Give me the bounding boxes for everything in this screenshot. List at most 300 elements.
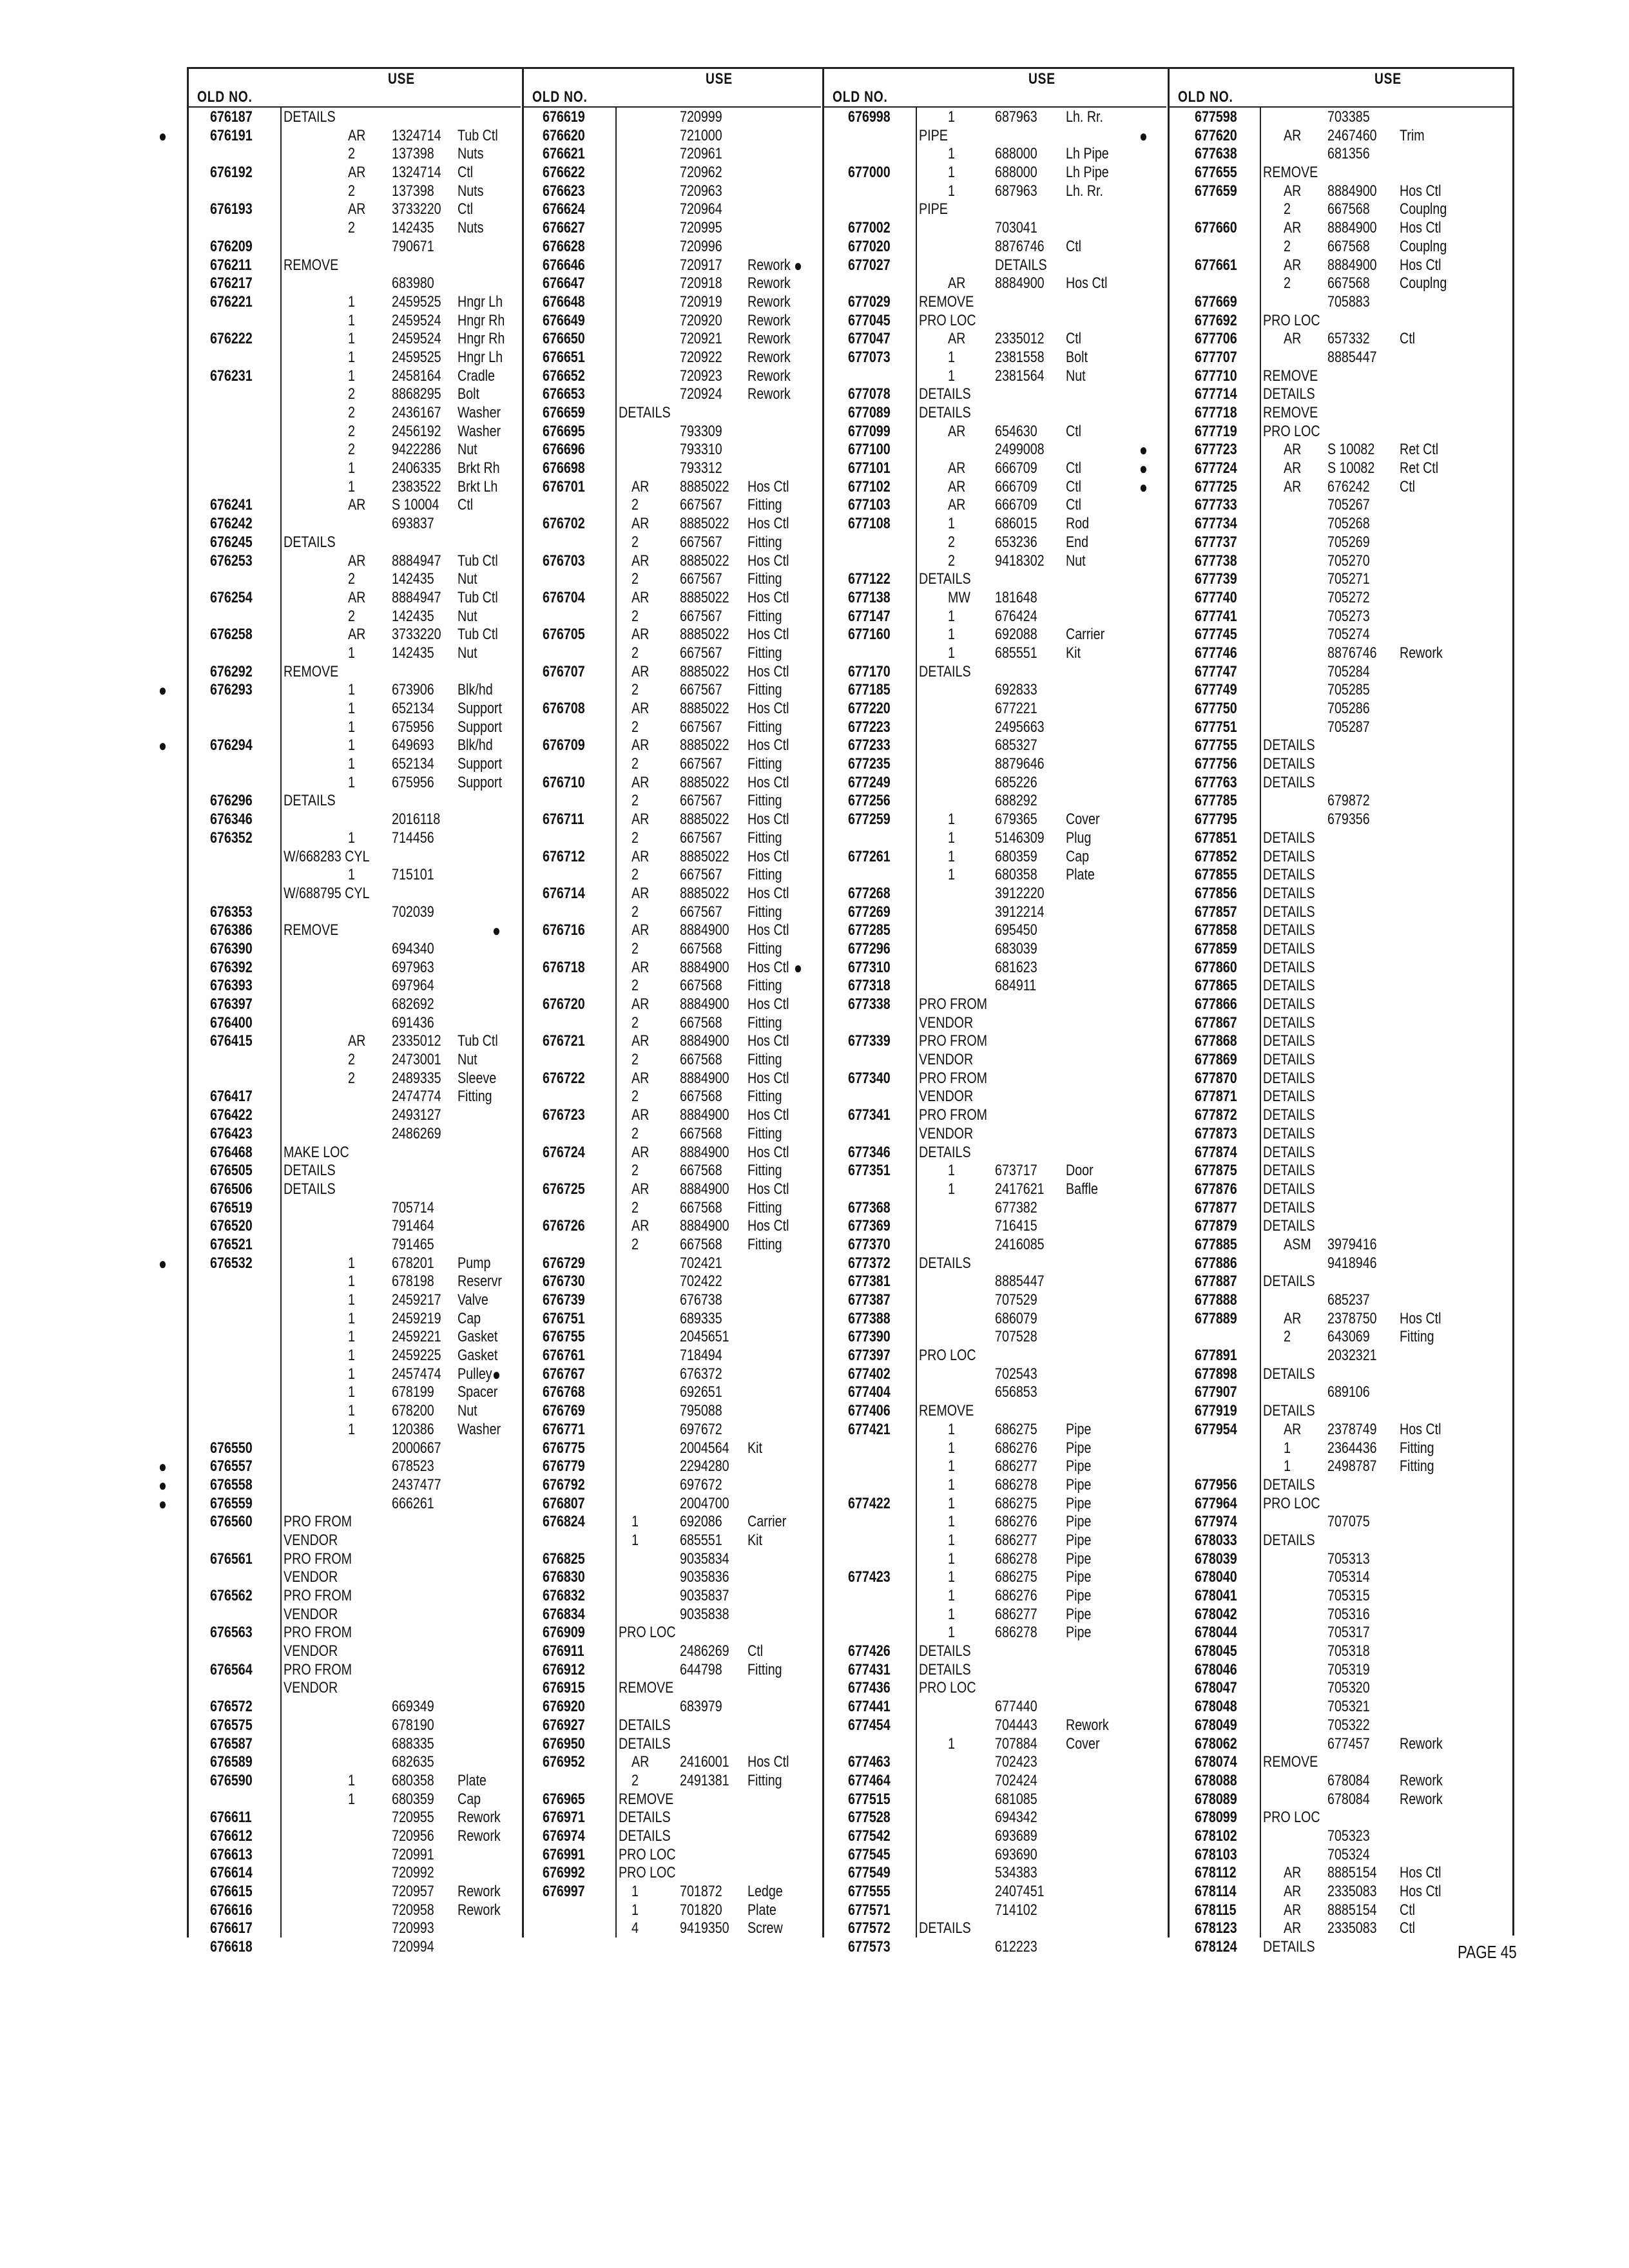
- quantity: AR: [631, 811, 650, 829]
- part-description: Baffle: [1066, 1180, 1098, 1198]
- part-description: Fitting: [747, 681, 782, 699]
- part-description: Hos Ctl: [747, 958, 789, 976]
- table-row: [1168, 940, 1514, 959]
- part-number: 720917: [680, 256, 722, 274]
- part-number: 720920: [680, 311, 722, 329]
- part-description: Cap: [1066, 847, 1090, 865]
- old-number: 677351: [848, 1162, 891, 1180]
- part-number: 686278: [995, 1550, 1037, 1568]
- part-description: Nuts: [458, 182, 484, 200]
- table-row: [1168, 570, 1514, 589]
- table-row: [187, 1051, 521, 1070]
- part-number: 667567: [680, 903, 722, 921]
- part-number: 2381558: [995, 348, 1045, 366]
- old-number: 676217: [210, 274, 253, 293]
- table-row: [187, 1383, 521, 1402]
- use-instruction: DETAILS: [619, 1716, 671, 1734]
- old-number: 676707: [543, 662, 585, 680]
- part-description: Hos Ctl: [747, 1753, 789, 1771]
- old-number: 677874: [1195, 1143, 1237, 1161]
- table-row: [822, 755, 1166, 774]
- table-row: [1168, 496, 1514, 515]
- old-number: 677756: [1195, 755, 1237, 773]
- table-row: [822, 977, 1166, 995]
- part-number: 2381564: [995, 367, 1045, 385]
- old-number: 677147: [848, 607, 891, 625]
- part-description: Tub Ctl: [458, 626, 498, 644]
- old-number: 677733: [1195, 496, 1237, 514]
- header-rule: [187, 106, 521, 108]
- table-row: [187, 256, 521, 275]
- table-row: [1168, 293, 1514, 312]
- old-number: 676648: [543, 293, 585, 311]
- quantity: AR: [1284, 1919, 1302, 1937]
- table-row: [794, 957, 1166, 977]
- part-description: Carrier: [747, 1513, 787, 1531]
- quantity: 1: [348, 367, 355, 385]
- part-number: 697964: [392, 977, 434, 995]
- table-row: [1168, 921, 1514, 940]
- use-instruction: DETAILS: [1263, 1162, 1315, 1180]
- part-number: 795088: [680, 1402, 722, 1420]
- use-instruction: DETAILS: [1263, 921, 1315, 939]
- table-row: [1168, 885, 1514, 903]
- table-row: [492, 921, 821, 941]
- part-description: Hos Ctl: [747, 588, 789, 606]
- part-number: 676372: [680, 1365, 722, 1383]
- quantity: 1: [348, 866, 355, 884]
- part-number: 693690: [995, 1845, 1037, 1863]
- part-description: Ctl: [1400, 330, 1416, 348]
- table-row: [1168, 367, 1514, 386]
- part-description: Rework: [1400, 1790, 1443, 1808]
- table-row: [187, 1180, 521, 1199]
- table-row: [522, 1088, 821, 1106]
- part-number: 142435: [392, 644, 434, 662]
- part-number: 2294280: [680, 1457, 729, 1475]
- table-row: [822, 736, 1166, 755]
- old-number: 677170: [848, 662, 891, 680]
- use-instruction: DETAILS: [919, 1642, 971, 1660]
- part-description: Fitting: [747, 718, 782, 736]
- part-number: 705318: [1327, 1642, 1370, 1660]
- quantity: 1: [948, 348, 955, 366]
- old-number: 676991: [543, 1845, 585, 1863]
- part-description: Ctl: [1066, 459, 1082, 477]
- old-number: 677089: [848, 404, 891, 421]
- table-row: [187, 496, 521, 515]
- part-number: 2459219: [392, 1309, 441, 1327]
- part-number: 703041: [995, 219, 1037, 237]
- quantity: 2: [1284, 237, 1291, 255]
- table-row: [822, 404, 1166, 423]
- part-number: 9035834: [680, 1550, 729, 1568]
- part-description: End: [1066, 533, 1089, 551]
- table-row: [1168, 1144, 1514, 1162]
- quantity: AR: [631, 1217, 650, 1235]
- table-row: [187, 755, 521, 774]
- part-description: Plate: [747, 1901, 776, 1919]
- part-number: 667568: [680, 1162, 722, 1180]
- old-number: 677426: [848, 1642, 891, 1660]
- use-header: USE: [705, 70, 733, 88]
- quantity: 2: [631, 1198, 639, 1216]
- table-row: [522, 681, 821, 700]
- table-row: [187, 903, 521, 922]
- part-number: 9035837: [680, 1587, 729, 1604]
- part-description: Lh. Rr.: [1066, 182, 1103, 200]
- part-description: Hos Ctl: [747, 1069, 789, 1087]
- old-number: 677441: [848, 1698, 891, 1716]
- old-number: 676650: [543, 330, 585, 348]
- old-number: 676974: [543, 1827, 585, 1845]
- quantity: 1: [348, 293, 355, 311]
- table-row: [1168, 1827, 1514, 1846]
- part-number: 676738: [680, 1291, 722, 1309]
- old-number: 676628: [543, 237, 585, 255]
- part-number: 686276: [995, 1513, 1037, 1531]
- table-row: [822, 1347, 1166, 1365]
- old-number: 676562: [210, 1587, 253, 1604]
- table-row: [1139, 477, 1514, 497]
- bullet-marker: ●: [159, 1253, 167, 1273]
- table-row: [187, 164, 521, 182]
- part-number: 678190: [392, 1716, 434, 1734]
- use-instruction: MAKE LOC: [284, 1143, 349, 1161]
- old-number: 677867: [1195, 1014, 1237, 1032]
- part-number: 705272: [1327, 588, 1370, 606]
- part-number: 705324: [1327, 1845, 1370, 1863]
- old-number: 677724: [1195, 459, 1237, 477]
- old-number: 677737: [1195, 533, 1237, 551]
- table-row: [522, 1199, 821, 1218]
- part-number: 667567: [680, 533, 722, 551]
- use-instruction: PRO LOC: [1263, 1809, 1320, 1827]
- table-row: [794, 255, 1166, 275]
- part-description: Fitting: [747, 1162, 782, 1180]
- part-description: Hos Ctl: [747, 1106, 789, 1124]
- part-number: 678199: [392, 1383, 434, 1401]
- table-row: [1168, 626, 1514, 644]
- old-number: 677956: [1195, 1475, 1237, 1494]
- part-description: Blk/hd: [458, 681, 493, 699]
- part-number: 2493127: [392, 1106, 441, 1124]
- table-row: [822, 1919, 1166, 1938]
- table-row: [522, 718, 821, 737]
- table-row: [1168, 1421, 1514, 1439]
- quantity: 2: [348, 1051, 355, 1069]
- part-number: 693689: [995, 1827, 1037, 1845]
- use-instruction: REMOVE: [1263, 164, 1318, 182]
- part-description: Fitting: [458, 1088, 492, 1106]
- table-row: [822, 367, 1166, 386]
- old-number: 676709: [543, 736, 585, 754]
- use-instruction: DETAILS: [1263, 1217, 1315, 1235]
- part-number: 714102: [995, 1901, 1037, 1919]
- use-instruction: DETAILS: [1263, 977, 1315, 995]
- part-number: 666261: [392, 1494, 434, 1512]
- table-row: [522, 274, 821, 293]
- part-description: Pipe: [1066, 1605, 1092, 1623]
- quantity: 1: [948, 108, 955, 126]
- table-row: [822, 663, 1166, 682]
- part-number: 5146309: [995, 829, 1045, 847]
- quantity: AR: [948, 459, 966, 477]
- part-number: 688335: [392, 1735, 434, 1753]
- old-number: 676834: [543, 1605, 585, 1623]
- old-number: 677436: [848, 1679, 891, 1697]
- table-row: [1168, 1347, 1514, 1365]
- old-number: 676561: [210, 1550, 253, 1568]
- table-row: [822, 441, 1166, 459]
- part-description: Ledge: [747, 1883, 783, 1900]
- part-number: 705269: [1327, 533, 1370, 551]
- use-instruction: DETAILS: [1263, 385, 1315, 403]
- part-description: Cap: [458, 1790, 481, 1808]
- part-number: 793310: [680, 441, 722, 459]
- part-number: 2486269: [680, 1642, 729, 1660]
- table-row: [822, 1550, 1166, 1569]
- table-row: [187, 1809, 521, 1827]
- part-description: Ctl: [1400, 1919, 1416, 1937]
- old-number: 676557: [210, 1457, 253, 1475]
- old-number: 676520: [210, 1217, 253, 1235]
- part-number: 720955: [392, 1809, 434, 1827]
- quantity: 2: [348, 422, 355, 440]
- part-number: 8884900: [680, 1180, 729, 1198]
- table-row: [187, 1606, 521, 1624]
- part-number: 691436: [392, 1014, 434, 1032]
- old-number: 676468: [210, 1143, 253, 1161]
- table-row: [522, 1421, 821, 1439]
- part-number: 2473001: [392, 1051, 441, 1069]
- old-number: 676558: [210, 1475, 253, 1494]
- old-number: 677855: [1195, 866, 1237, 884]
- table-row: [822, 1606, 1166, 1624]
- old-number: 676254: [210, 588, 253, 606]
- old-number: 676710: [543, 773, 585, 791]
- bullet-marker: ●: [1139, 477, 1148, 497]
- table-row: [822, 459, 1166, 478]
- table-row: [1168, 385, 1514, 404]
- part-number: 678198: [392, 1273, 434, 1291]
- old-no-header: OLD NO.: [197, 88, 253, 106]
- table-row: [522, 496, 821, 515]
- part-number: 705274: [1327, 626, 1370, 644]
- part-description: Fitting: [747, 755, 782, 773]
- table-row: [1168, 1106, 1514, 1125]
- table-row: [187, 1236, 521, 1254]
- part-number: 686275: [995, 1568, 1037, 1586]
- table-row: [822, 1421, 1166, 1439]
- use-instruction: DETAILS: [1263, 1273, 1315, 1291]
- old-number: 677638: [1195, 145, 1237, 163]
- old-number: 676771: [543, 1420, 585, 1438]
- part-number: 120386: [392, 1420, 434, 1438]
- table-row: [1168, 866, 1514, 885]
- quantity: AR: [631, 477, 650, 495]
- table-row: [187, 940, 521, 959]
- quantity: 1: [348, 1771, 355, 1789]
- use-instruction: PRO LOC: [919, 311, 976, 329]
- table-row: [822, 330, 1166, 349]
- use-instruction: REMOVE: [1263, 1753, 1318, 1771]
- quantity: 1: [948, 1420, 955, 1438]
- part-number: 682635: [392, 1753, 434, 1771]
- part-number: 8885447: [1327, 348, 1377, 366]
- table-row: [1168, 1051, 1514, 1070]
- part-number: 702424: [995, 1771, 1037, 1789]
- table-row: [187, 1901, 521, 1920]
- part-number: 702422: [680, 1273, 722, 1291]
- table-row: [1168, 219, 1514, 238]
- part-number: 8885154: [1327, 1864, 1377, 1882]
- quantity: 2: [348, 182, 355, 200]
- table-row: [187, 478, 521, 497]
- table-row: [187, 1735, 521, 1754]
- table-row: [522, 1772, 821, 1791]
- old-number: 677029: [848, 293, 891, 311]
- table-row: [159, 736, 521, 756]
- part-number: 2004700: [680, 1494, 729, 1512]
- quantity: 1: [348, 681, 355, 699]
- part-number: 8885022: [680, 736, 729, 754]
- use-instruction: PRO FROM: [919, 995, 988, 1013]
- use-instruction: VENDOR: [284, 1568, 338, 1586]
- bullet-marker: ●: [159, 126, 167, 146]
- part-number: 9035838: [680, 1605, 729, 1623]
- table-row: [159, 1457, 521, 1477]
- old-number: 676575: [210, 1716, 253, 1734]
- part-description: Gasket: [458, 1328, 498, 1346]
- part-number: 137398: [392, 182, 434, 200]
- quantity: AR: [631, 552, 650, 570]
- table-row: [187, 1864, 521, 1883]
- table-row: [159, 680, 521, 700]
- part-number: 8885022: [680, 626, 729, 644]
- part-description: Ret Ctl: [1400, 441, 1439, 459]
- old-number: 677387: [848, 1291, 891, 1309]
- part-number: 2045651: [680, 1328, 729, 1346]
- table-row: [1168, 1568, 1514, 1587]
- old-number: 676779: [543, 1457, 585, 1475]
- part-number: 720921: [680, 330, 722, 348]
- part-number: 2335012: [995, 330, 1045, 348]
- part-description: Fitting: [747, 644, 782, 662]
- old-number: 676550: [210, 1439, 253, 1457]
- column-header: [187, 69, 521, 106]
- table-row: [822, 1032, 1166, 1051]
- table-row: [1168, 1199, 1514, 1218]
- old-number: 676563: [210, 1624, 253, 1642]
- use-instruction: DETAILS: [1263, 1124, 1315, 1142]
- bullet-marker: ●: [1139, 126, 1148, 146]
- part-number: 790671: [392, 237, 434, 255]
- table-row: [187, 1624, 521, 1642]
- part-number: 8885154: [1327, 1901, 1377, 1919]
- part-description: Rework: [1066, 1716, 1109, 1734]
- table-row: [522, 866, 821, 885]
- table-row: [822, 1199, 1166, 1218]
- part-number: 2335083: [1327, 1883, 1377, 1900]
- part-number: 9418302: [995, 552, 1045, 570]
- use-instruction: DETAILS: [1263, 1180, 1315, 1198]
- table-row: [1168, 1809, 1514, 1827]
- part-description: Cap: [458, 1309, 481, 1327]
- old-number: 677723: [1195, 441, 1237, 459]
- table-row: [187, 1088, 521, 1106]
- part-number: 791465: [392, 1235, 434, 1253]
- quantity: 2: [348, 607, 355, 625]
- row-list: [794, 108, 1166, 1957]
- old-number: 677858: [1195, 921, 1237, 939]
- old-number: 678124: [1195, 1938, 1237, 1956]
- table-row: [187, 1938, 521, 1957]
- quantity: 1: [948, 1531, 955, 1549]
- table-row: [522, 1642, 821, 1661]
- table-row: [522, 349, 821, 367]
- table-row: [822, 1661, 1166, 1680]
- old-number: 676751: [543, 1309, 585, 1327]
- table-row: [187, 1328, 521, 1347]
- old-number: 676221: [210, 293, 253, 311]
- use-instruction: DETAILS: [1263, 1051, 1315, 1069]
- old-number: 677889: [1195, 1309, 1237, 1327]
- table-row: [522, 1106, 821, 1125]
- quantity: 1: [348, 829, 355, 847]
- quantity: AR: [631, 1069, 650, 1087]
- quantity: AR: [631, 1032, 650, 1050]
- old-number: 676590: [210, 1771, 253, 1789]
- old-number: 677747: [1195, 662, 1237, 680]
- use-instruction: DETAILS: [919, 1254, 971, 1272]
- old-number: 676293: [210, 681, 253, 699]
- table-row: [187, 1791, 521, 1809]
- old-number: 676572: [210, 1698, 253, 1716]
- old-number: 678045: [1195, 1642, 1237, 1660]
- part-number: 8884900: [995, 274, 1045, 293]
- part-number: 8885022: [680, 477, 729, 495]
- table-row: [822, 1827, 1166, 1846]
- old-number: 676209: [210, 237, 253, 255]
- part-number: 2456192: [392, 422, 441, 440]
- quantity: 1: [948, 1605, 955, 1623]
- table-row: [1168, 1162, 1514, 1180]
- part-number: 685237: [1327, 1291, 1370, 1309]
- part-number: 681085: [995, 1790, 1037, 1808]
- part-number: 686015: [995, 515, 1037, 533]
- old-number: 677422: [848, 1494, 891, 1512]
- table-row: [1168, 774, 1514, 793]
- table-row: [1168, 1236, 1514, 1254]
- quantity: AR: [1284, 1883, 1302, 1900]
- old-number: 677660: [1195, 219, 1237, 237]
- table-row: [187, 145, 521, 164]
- table-row: [1168, 1735, 1514, 1754]
- use-instruction: REMOVE: [1263, 404, 1318, 421]
- quantity: 2: [948, 552, 955, 570]
- table-row: [522, 145, 821, 164]
- part-description: Fitting: [747, 939, 782, 957]
- use-instruction: PRO FROM: [284, 1513, 352, 1531]
- use-instruction: PRO LOC: [619, 1845, 676, 1863]
- bullet-marker: ●: [794, 957, 802, 977]
- part-number: 720956: [392, 1827, 434, 1845]
- quantity: 1: [948, 1180, 955, 1198]
- part-number: 2459524: [392, 330, 441, 348]
- old-number: 677338: [848, 995, 891, 1013]
- table-row: [822, 1624, 1166, 1642]
